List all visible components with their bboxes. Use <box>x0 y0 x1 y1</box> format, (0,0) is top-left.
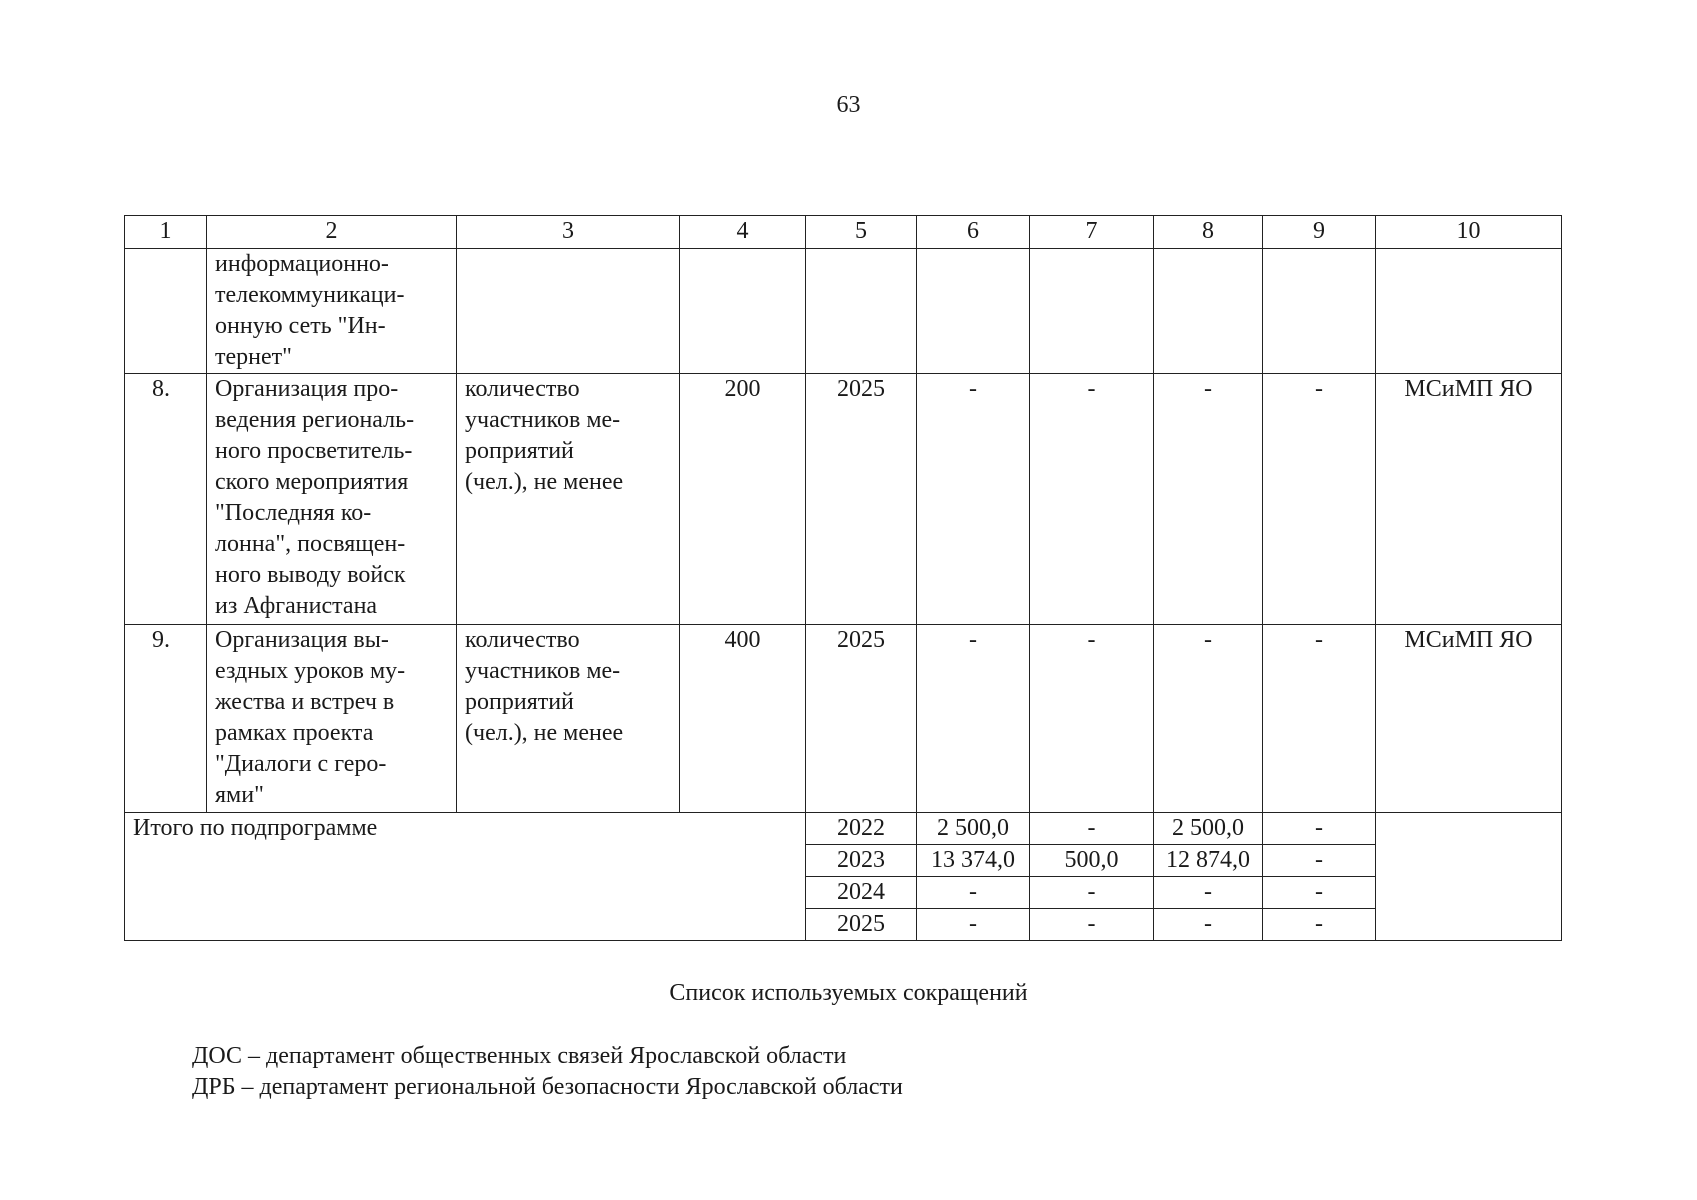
total-cell: - <box>917 877 1030 909</box>
abbreviation-item: ДРБ – департамент региональной безопасности Ярославской области <box>192 1074 903 1100</box>
row-year: 2025 <box>806 374 917 625</box>
header-cell: 7 <box>1030 216 1154 249</box>
total-cell: 2 500,0 <box>917 813 1030 845</box>
row-value: 400 <box>680 625 806 813</box>
total-executor <box>1376 813 1562 941</box>
total-year: 2023 <box>806 845 917 877</box>
row-number: 9. <box>125 625 207 813</box>
total-year: 2025 <box>806 909 917 941</box>
continuation-name: информационно- телекоммуникаци- онную сеть "Ин- тернет" <box>207 249 457 374</box>
total-cell: 12 874,0 <box>1154 845 1263 877</box>
total-cell: - <box>1030 909 1154 941</box>
header-cell: 1 <box>125 216 207 249</box>
row-name: Организация про- ведения региональ- ного просветитель- ского мероприятия "Последняя ко- лонна", посвящен- ного выводу войск из Афганистана <box>207 374 457 625</box>
total-cell: - <box>1030 877 1154 909</box>
row-cell: - <box>1263 374 1376 625</box>
row-executor: МСиМП ЯО <box>1376 374 1562 625</box>
row-name: Организация вы- ездных уроков му- жества и встреч в рамках проекта "Диалоги с геро- ями" <box>207 625 457 813</box>
row-number: 8. <box>125 374 207 625</box>
row-cell: - <box>1154 625 1263 813</box>
abbreviation-item: ДОС – департамент общественных связей Ярославской области <box>192 1043 847 1069</box>
row-cell: - <box>917 374 1030 625</box>
abbreviations-title: Список используемых сокращений <box>669 980 1028 1006</box>
row-indicator: количество участников ме- роприятий (чел.), не менее <box>457 625 680 813</box>
program-table <box>124 215 1562 941</box>
row-cell: - <box>1030 625 1154 813</box>
header-cell: 2 <box>207 216 457 249</box>
header-cell: 5 <box>806 216 917 249</box>
total-cell: - <box>1263 909 1376 941</box>
header-cell: 10 <box>1376 216 1562 249</box>
header-cell: 3 <box>457 216 680 249</box>
total-year: 2022 <box>806 813 917 845</box>
total-cell: - <box>1030 813 1154 845</box>
header-cell: 9 <box>1263 216 1376 249</box>
row-cell: - <box>1030 374 1154 625</box>
row-executor: МСиМП ЯО <box>1376 625 1562 813</box>
total-cell: - <box>1154 909 1263 941</box>
total-year: 2024 <box>806 877 917 909</box>
row-indicator: количество участников ме- роприятий (чел.), не менее <box>457 374 680 625</box>
total-cell: - <box>1263 813 1376 845</box>
total-cell: - <box>1263 877 1376 909</box>
row-year: 2025 <box>806 625 917 813</box>
table-row <box>125 625 1562 813</box>
table-row <box>125 374 1562 625</box>
continuation-row <box>125 249 1562 374</box>
row-cell: - <box>1263 625 1376 813</box>
header-row <box>125 216 1562 249</box>
total-cell: 13 374,0 <box>917 845 1030 877</box>
header-cell: 6 <box>917 216 1030 249</box>
total-row <box>125 813 1562 845</box>
row-cell: - <box>917 625 1030 813</box>
row-cell: - <box>1154 374 1263 625</box>
header-cell: 4 <box>680 216 806 249</box>
page-number: 63 <box>836 92 861 118</box>
row-value: 200 <box>680 374 806 625</box>
total-cell: - <box>917 909 1030 941</box>
total-cell: 2 500,0 <box>1154 813 1263 845</box>
total-label: Итого по подпрограмме <box>125 813 806 941</box>
header-cell: 8 <box>1154 216 1263 249</box>
total-cell: - <box>1154 877 1263 909</box>
total-cell: - <box>1263 845 1376 877</box>
total-cell: 500,0 <box>1030 845 1154 877</box>
